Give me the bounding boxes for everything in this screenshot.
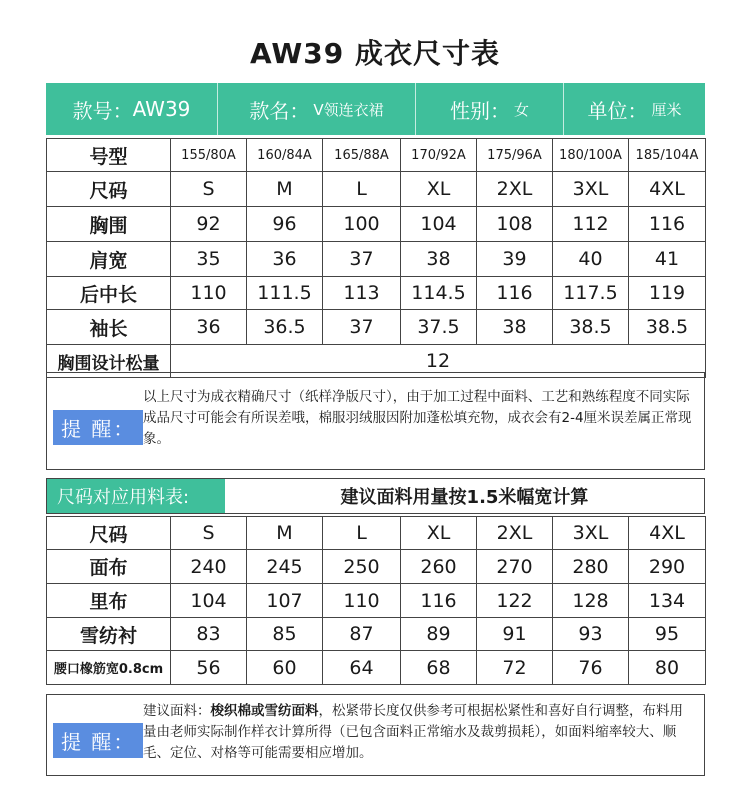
size-table-cell: 108	[477, 207, 553, 242]
fabric-table-cell: 3XL	[553, 517, 629, 550]
fabric-table-cell: 116	[401, 584, 477, 618]
style-number-label: 款号：	[72, 98, 133, 123]
fabric-table-row-label: 腰口橡筋宽0.8cm	[47, 651, 171, 685]
fabric-table-cell: 2XL	[477, 517, 553, 550]
fabric-table-cell: 76	[553, 651, 629, 685]
size-table-cell: 104	[401, 207, 477, 242]
size-table-cell: 175/96A	[477, 139, 553, 172]
size-table-cell: 96	[247, 207, 323, 242]
size-table-cell: 117.5	[553, 277, 629, 310]
page-title: AW39 成衣尺寸表	[249, 37, 500, 70]
size-table-cell: 4XL	[629, 172, 706, 207]
fabric-table-cell: 95	[629, 618, 706, 651]
fabric-table-cell: 87	[323, 618, 401, 651]
size-table-cell: 170/92A	[401, 139, 477, 172]
header-bar	[46, 83, 705, 135]
fabric-table-cell: 91	[477, 618, 553, 651]
size-table-row	[47, 172, 706, 207]
note-text-2	[143, 701, 695, 764]
fabric-table-cell: 270	[477, 550, 553, 584]
fabric-table-cell: 72	[477, 651, 553, 685]
size-table-row-label: 肩宽	[47, 242, 171, 277]
fabric-table-cell: 85	[247, 618, 323, 651]
note-box-1	[46, 372, 705, 470]
ease-value: 12	[171, 345, 706, 378]
fabric-table-cell: M	[247, 517, 323, 550]
size-table-cell: XL	[401, 172, 477, 207]
fabric-table-cell: 93	[553, 618, 629, 651]
size-table-cell: 114.5	[401, 277, 477, 310]
fabric-table-row	[47, 618, 706, 651]
fabric-table-row	[47, 651, 706, 685]
fabric-section-title: 尺码对应用料表:	[47, 479, 225, 513]
size-table-row-label: 袖长	[47, 310, 171, 345]
fabric-table-cell: 134	[629, 584, 706, 618]
note2-body: ，松紧带长度仅供参考可根据松紧性和喜好自行调整，布料用量由老师实际制作样衣计算所得（已包含面料正常缩水及裁剪损耗），如面料缩率较大、顺毛、定位、对格等可能需要相应增加。	[143, 703, 683, 761]
size-table-cell: 38.5	[553, 310, 629, 345]
size-table-row	[47, 242, 706, 277]
size-table-cell: 100	[323, 207, 401, 242]
size-table-cell: 113	[323, 277, 401, 310]
fabric-table-cell: L	[323, 517, 401, 550]
fabric-table-row	[47, 584, 706, 618]
size-table-row	[47, 310, 706, 345]
fabric-section-note: 建议面料用量按1.5米幅宽计算	[340, 487, 589, 508]
note-box-2	[46, 694, 705, 776]
fabric-table-cell: 89	[401, 618, 477, 651]
fabric-table-cell: 68	[401, 651, 477, 685]
size-table-cell: M	[247, 172, 323, 207]
fabric-table-cell: 240	[171, 550, 247, 584]
size-table-cell: 40	[553, 242, 629, 277]
note2-fabric: 梭织棉或雪纺面料	[210, 703, 319, 719]
fabric-table-row-label: 尺码	[47, 517, 171, 550]
fabric-table-cell: XL	[401, 517, 477, 550]
fabric-section-header	[46, 478, 705, 514]
ease-label: 胸围设计松量	[47, 345, 171, 378]
size-table-cell: 185/104A	[629, 139, 706, 172]
size-table-cell: L	[323, 172, 401, 207]
fabric-table-row-label: 面布	[47, 550, 171, 584]
size-table-cell: 38	[401, 242, 477, 277]
fabric-table-row	[47, 517, 706, 550]
unit	[564, 83, 705, 135]
style-number	[46, 83, 218, 135]
size-table-cell: 165/88A	[323, 139, 401, 172]
size-table-cell: 38	[477, 310, 553, 345]
size-table-cell: 36.5	[247, 310, 323, 345]
fabric-table-cell: 4XL	[629, 517, 706, 550]
size-table-row-label: 号型	[47, 139, 171, 172]
size-table-cell: 36	[171, 310, 247, 345]
size-table-cell: 160/84A	[247, 139, 323, 172]
style-name-value: V领连衣裙	[313, 100, 384, 119]
fabric-table-cell: 122	[477, 584, 553, 618]
size-table-row	[47, 207, 706, 242]
size-table-cell: 180/100A	[553, 139, 629, 172]
size-table-cell: 36	[247, 242, 323, 277]
style-name-label: 款名：	[249, 98, 310, 123]
note-tag-2: 提 醒：	[53, 723, 143, 758]
size-table-cell: 3XL	[553, 172, 629, 207]
fabric-table-cell: 104	[171, 584, 247, 618]
size-table-cell: S	[171, 172, 247, 207]
fabric-table-cell: 245	[247, 550, 323, 584]
size-table-cell: 110	[171, 277, 247, 310]
size-table-cell: 119	[629, 277, 706, 310]
fabric-table-cell: 250	[323, 550, 401, 584]
note-text-1: 以上尺寸为成衣精确尺寸（纸样净版尺寸），由于加工过程中面料、工艺和熟练程度不同实际成品尺寸可能会有所误差哦，棉服羽绒服因附加蓬松填充物，成衣会有2-4厘米误差属正常现象。	[143, 389, 692, 447]
fabric-table-row-label: 里布	[47, 584, 171, 618]
fabric-table-cell: 260	[401, 550, 477, 584]
size-table-cell: 39	[477, 242, 553, 277]
size-table-cell: 155/80A	[171, 139, 247, 172]
size-table-cell: 112	[553, 207, 629, 242]
size-table-cell: 116	[629, 207, 706, 242]
fabric-table-cell: 64	[323, 651, 401, 685]
size-table-cell: 35	[171, 242, 247, 277]
fabric-table-cell: 280	[553, 550, 629, 584]
size-table-cell: 116	[477, 277, 553, 310]
fabric-table-cell: 110	[323, 584, 401, 618]
gender-value: 女	[513, 100, 529, 119]
size-table-cell: 37	[323, 242, 401, 277]
fabric-table-cell: S	[171, 517, 247, 550]
size-table-row	[47, 277, 706, 310]
fabric-table-cell: 56	[171, 651, 247, 685]
size-table-row-label: 尺码	[47, 172, 171, 207]
style-name	[218, 83, 416, 135]
fabric-table-cell: 80	[629, 651, 706, 685]
size-table-cell: 37	[323, 310, 401, 345]
fabric-table	[46, 516, 706, 685]
fabric-table-cell: 107	[247, 584, 323, 618]
gender	[416, 83, 564, 135]
fabric-table-cell: 60	[247, 651, 323, 685]
style-number-value: AW39	[132, 97, 191, 121]
note2-prefix: 建议面料：	[143, 703, 211, 719]
size-table-cell: 2XL	[477, 172, 553, 207]
note-tag-1: 提 醒：	[53, 410, 143, 445]
fabric-table-row	[47, 550, 706, 584]
unit-label: 单位：	[587, 98, 648, 123]
size-table-cell: 92	[171, 207, 247, 242]
size-table-cell: 41	[629, 242, 706, 277]
fabric-table-cell: 290	[629, 550, 706, 584]
fabric-table-cell: 128	[553, 584, 629, 618]
gender-label: 性别：	[449, 98, 510, 123]
size-table-cell: 111.5	[247, 277, 323, 310]
size-table-cell: 38.5	[629, 310, 706, 345]
size-table-row-label: 后中长	[47, 277, 171, 310]
size-table-row-label: 胸围	[47, 207, 171, 242]
fabric-table-row-label: 雪纺衬	[47, 618, 171, 651]
size-table-cell: 37.5	[401, 310, 477, 345]
fabric-table-cell: 83	[171, 618, 247, 651]
size-table	[46, 138, 706, 378]
size-table-row	[47, 139, 706, 172]
unit-value: 厘米	[651, 100, 682, 119]
